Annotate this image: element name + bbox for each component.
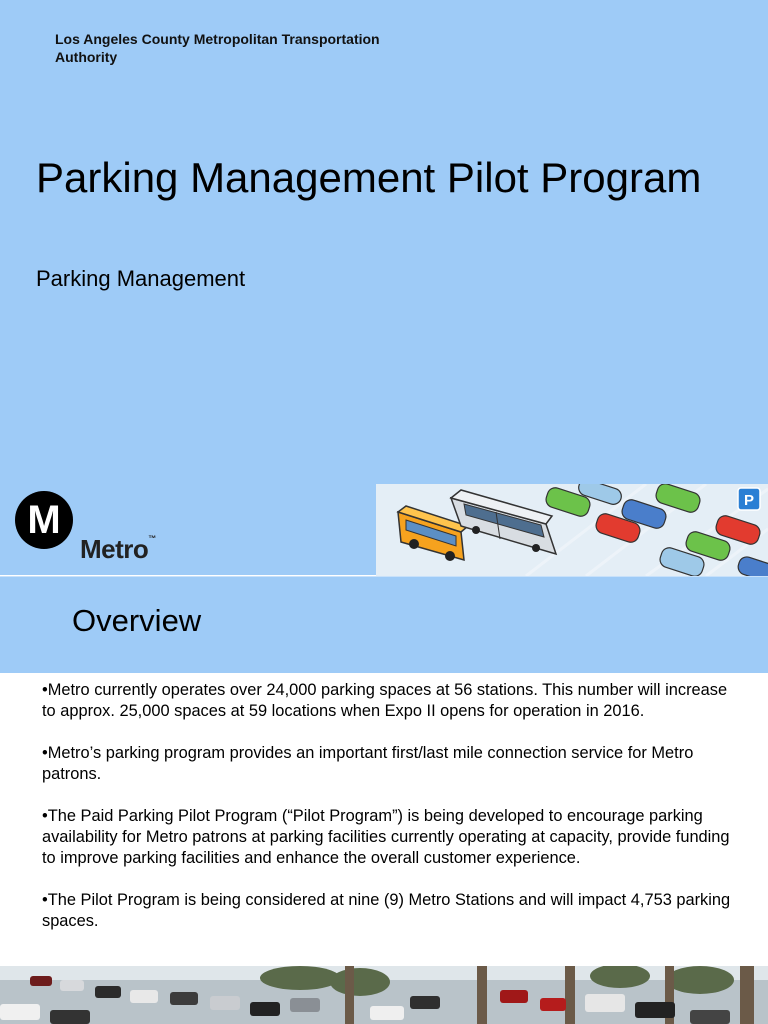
organization-name: Los Angeles County Metropolitan Transportation Authority [55,31,380,65]
bullet-paragraph: •Metro’s parking program provides an important first/last mile connection service for Metro patrons. [42,744,694,783]
parking-sign-icon [738,488,760,510]
parking-lot-photo [0,966,768,1024]
bullet-paragraph: •Metro currently operates over 24,000 parking spaces at 56 stations. This number will increase to approx. 25,000 spaces at 59 locations when Expo II opens for operation in 2016. [42,681,728,720]
slide-subtitle: Parking Management [36,266,246,291]
slide-title: Parking Management Pilot Program [36,154,702,201]
bullet-paragraph: •The Pilot Program is being considered at nine (9) Metro Stations and will impact 4,753 parking spaces. [42,891,731,930]
metro-wordmark-text: Metro [80,534,149,564]
metro-m-icon [15,491,73,549]
overview-heading: Overview [72,603,202,638]
metro-wordmark: Metro™ [80,534,156,564]
bullet-paragraph: •The Paid Parking Pilot Program (“Pilot Program”) is being developed to encourage parking availability for Metro patrons at parking facilities currently operating at capacity, provide funding to improve parking facilities and enhance the overall customer experience. [42,807,730,867]
parking-sign-letter: P [743,492,755,509]
bus-train-parking-illustration [376,484,768,576]
metro-logo-letter: M [27,498,61,542]
overview-slide-header [0,576,768,673]
overview-content [42,680,742,966]
